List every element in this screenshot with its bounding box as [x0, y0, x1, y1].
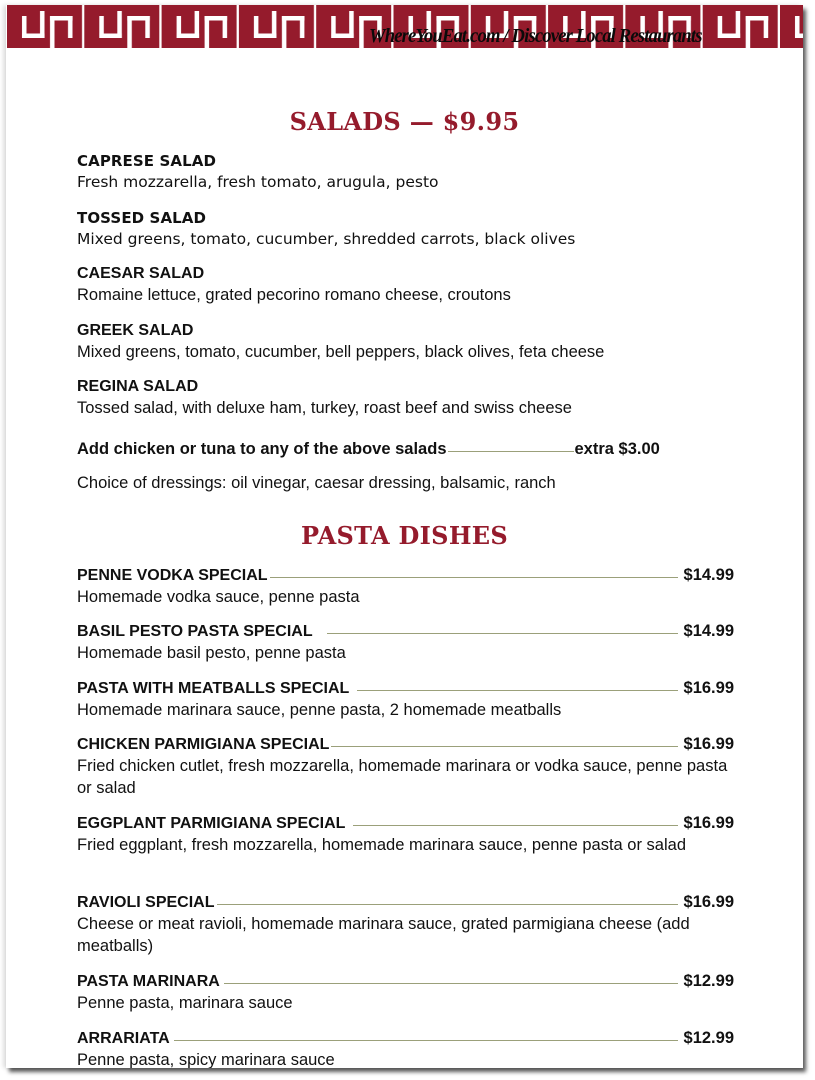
dressings-note: Choice of dressings: oil vinegar, caesar dressing, balsamic, ranch — [77, 474, 556, 492]
item-name: PASTA WITH MEATBALLS SPECIAL — [77, 680, 350, 697]
item-name: CAESAR SALAD — [77, 265, 205, 282]
leader-line — [353, 824, 677, 826]
item-description: Mixed greens, tomato, cucumber, bell peppers, black olives, feta cheese — [77, 343, 605, 361]
item-description: Penne pasta, spicy marinara sauce — [77, 1051, 335, 1068]
menu-item — [77, 321, 737, 363]
menu-item — [77, 972, 737, 1014]
item-name: BASIL PESTO PASTA SPECIAL — [77, 623, 313, 640]
item-price: $16.99 — [683, 679, 734, 697]
item-name: EGGPLANT PARMIGIANA SPECIAL — [77, 815, 346, 832]
menu-item — [77, 622, 737, 664]
item-description: Homemade basil pesto, penne pasta — [77, 644, 346, 662]
item-price: $14.99 — [683, 566, 734, 584]
item-name: GREEK SALAD — [77, 322, 194, 339]
leader-line — [327, 632, 678, 634]
section-title-pasta: PASTA DISHES — [300, 521, 509, 550]
menu-item — [77, 893, 737, 957]
leader-line — [270, 576, 678, 578]
menu-item — [77, 1029, 737, 1068]
salad-addon — [77, 439, 734, 459]
item-description: Penne pasta, marinara sauce — [77, 994, 293, 1012]
menu-item — [77, 264, 737, 306]
item-price: $12.99 — [683, 1029, 734, 1047]
leader-line — [217, 903, 678, 905]
leader-line — [224, 982, 678, 984]
leader-line — [331, 745, 677, 747]
menu-page — [6, 5, 803, 1068]
item-name: REGINA SALAD — [77, 378, 199, 395]
section-title-salads: SALADS — $9.95 — [289, 107, 520, 136]
item-price: $16.99 — [683, 893, 734, 911]
item-name: CHICKEN PARMIGIANA SPECIAL — [77, 736, 330, 753]
addon-label: Add chicken or tuna to any of the above salads — [77, 440, 447, 458]
item-description: Fried eggplant, fresh mozzarella, homemade marinara sauce, penne pasta or salad — [77, 836, 687, 854]
menu-item — [77, 566, 737, 608]
addon-price: extra $3.00 — [574, 440, 660, 458]
menu-item — [77, 814, 737, 856]
leader-line — [448, 450, 574, 452]
leader-line — [174, 1039, 678, 1041]
menu-item — [77, 679, 737, 721]
menu-item — [77, 735, 737, 799]
item-description: Cheese or meat ravioli, homemade marinara sauce, grated parmigiana cheese (add meatballs) — [77, 915, 690, 955]
item-price: $16.99 — [683, 735, 734, 753]
leader-line — [357, 689, 677, 691]
item-name: ARRARIATA — [77, 1030, 170, 1047]
item-price: $14.99 — [683, 622, 734, 640]
greek-key-border — [6, 5, 803, 49]
item-description: Fried chicken cutlet, fresh mozzarella, homemade marinara or vodka sauce, penne pasta or salad — [77, 757, 728, 797]
item-name: CAPRESE SALAD — [77, 152, 217, 170]
item-price: $12.99 — [683, 972, 734, 990]
item-description: Homemade vodka sauce, penne pasta — [77, 588, 360, 606]
menu-item — [77, 151, 737, 193]
item-description: Homemade marinara sauce, penne pasta, 2 homemade meatballs — [77, 701, 562, 719]
menu-item — [77, 208, 737, 250]
item-description: Romaine lettuce, grated pecorino romano cheese, croutons — [77, 286, 511, 304]
item-description: Fresh mozzarella, fresh tomato, arugula, pesto — [77, 173, 439, 191]
item-description: Mixed greens, tomato, cucumber, shredded carrots, black olives — [77, 230, 576, 248]
item-description: Tossed salad, with deluxe ham, turkey, roast beef and swiss cheese — [77, 399, 572, 417]
item-name: PENNE VODKA SPECIAL — [77, 567, 268, 584]
item-price: $16.99 — [683, 814, 734, 832]
menu-item — [77, 377, 737, 419]
item-name: PASTA MARINARA — [77, 973, 220, 990]
item-name: TOSSED SALAD — [77, 209, 207, 227]
item-name: RAVIOLI SPECIAL — [77, 894, 215, 911]
site-watermark: WhereYouEat.com / Discover Local Restaurants — [369, 25, 702, 47]
